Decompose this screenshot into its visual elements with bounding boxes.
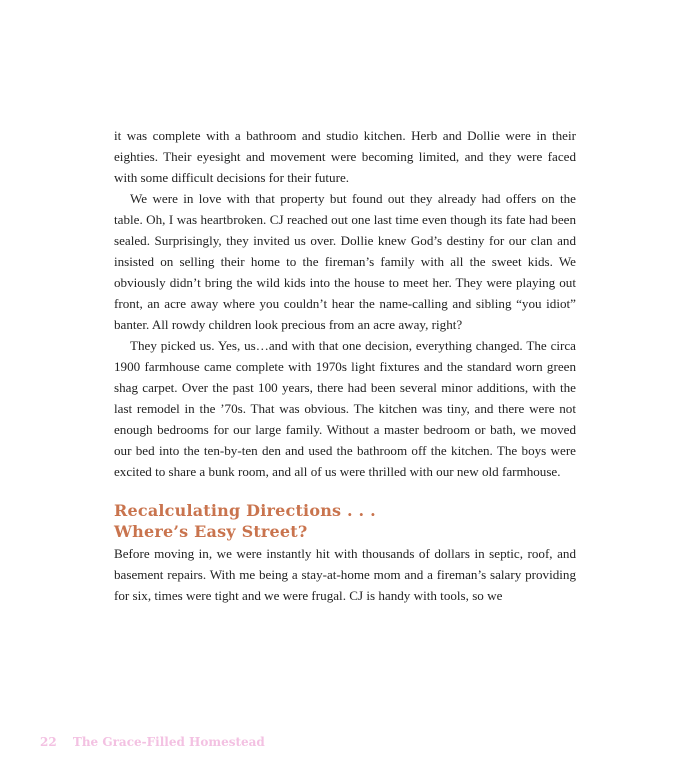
section-heading-line-1: Recalculating Directions . . . [114,501,376,520]
paragraph-picked-us: They picked us. Yes, us…and with that one decision, everything changed. The circa 1900 farmhouse came complete with 1970s light fixtures and the standard worn green shag carpet. Over the past 100 years, there had been several minor additions, with the last remodel in the ’70s. That was obvious. The kitchen was tiny, and there were not enough bedrooms for our large family. Without a master bedroom or bath, we moved our bed into the ten-by-ten den and used the bathroom off the kitchen. The boys were excited to share a bunk room, and all of us were thrilled with our new old farmhouse. [114,338,576,479]
section-heading [114,500,576,542]
paragraph-continued: it was complete with a bathroom and studio kitchen. Herb and Dollie were in their eighties. Their eyesight and movement were becoming limited, and they were faced with some difficult decisions for their future. [114,128,576,185]
page-footer [40,735,265,749]
running-title: The Grace-Filled Homestead [72,735,265,749]
body-text [114,125,576,606]
page-number: 22 [40,735,57,749]
paragraph-moving-in: Before moving in, we were instantly hit with thousands of dollars in septic, roof, and basement repairs. With me being a stay-at-home mom and a fireman’s salary providing for six, times were tight and we were frugal. CJ is handy with tools, so we [114,546,576,603]
section-heading-line-2: Where’s Easy Street? [114,522,308,541]
paragraph-property: We were in love with that property but found out they already had offers on the table. Oh, I was heartbroken. CJ reached out one last time even though its fate had been sealed. Surprisingly, they invited us over. Dollie knew God’s destiny for our clan and insisted on selling their home to the fireman’s family with all the sweet kids. We obviously didn’t bring the wild kids into the house to meet her. They were playing out front, an acre away where you couldn’t hear the name-calling and sibling “you idiot” banter. All rowdy children look precious from an acre away, right? [114,191,576,332]
